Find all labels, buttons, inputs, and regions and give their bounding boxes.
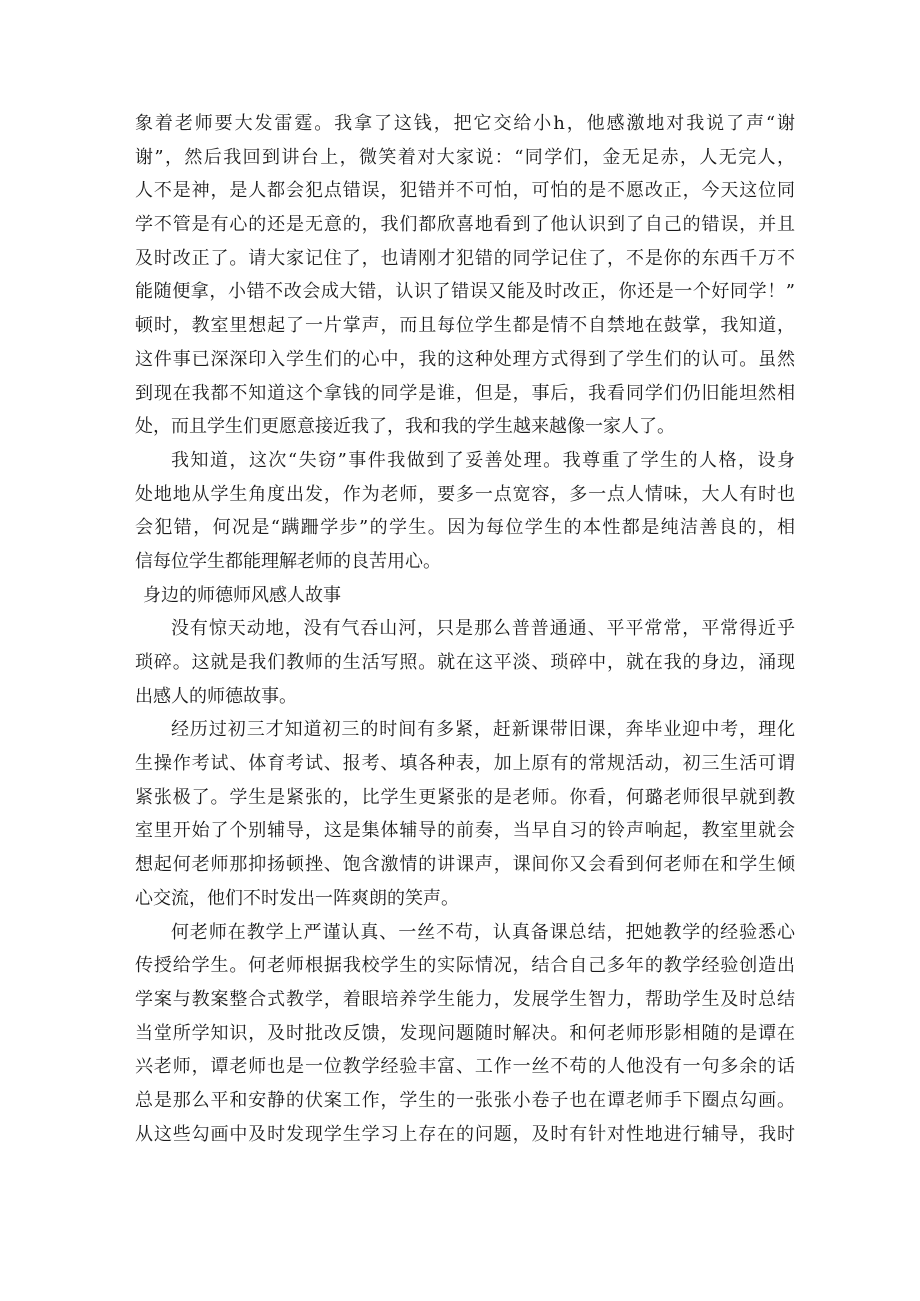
text-line: 处地地从学生角度出发，作为老师，要多一点宽容，多一点人情味，大人有时也 [135,483,795,505]
text-line: 紧张极了。学生是紧张的，比学生更紧张的是老师。你看，何璐老师很早就到教 [135,786,795,808]
text-line: 象着老师要大发雷霆。我拿了这钱，把它交给小h，他感激地对我说了声“谢 [135,113,795,134]
text-line: 从这些勾画中及时发现学生学习上存在的问题，及时有针对性地进行辅导，我时 [135,1123,795,1145]
text-line: 这件事已深深印入学生们的心中，我的这种处理方式得到了学生们的认可。虽然 [135,348,795,370]
document-body [135,107,795,1151]
text-line: 生操作考试、体育考试、报考、填各种表，加上原有的常规活动，初三生活可谓 [135,753,795,775]
text-line: 琐碎。这就是我们教师的生活写照。就在这平淡、琐碎中，就在我的身边，涌现 [135,652,795,673]
text-line: 没有惊天动地，没有气吞山河，只是那么普普通通、平平常常，平常得近乎 [171,618,795,640]
text-line: 何老师在教学上严谨认真、一丝不苟，认真备课总结，把她教学的经验悉心 [171,921,795,943]
text-line: 我知道，这次“失窃”事件我做到了妥善处理。我尊重了学生的人格，设身 [171,449,795,471]
text-line: 信每位学生都能理解老师的良苦用心。 [135,550,441,572]
text-line: 顿时，教室里想起了一片掌声，而且每位学生都是情不自禁地在鼓掌，我知道， [135,315,795,337]
text-line: 人不是神，是人都会犯点错误，犯错并不可怕，可怕的是不愿改正，今天这位同 [135,180,795,202]
text-line: 出感人的师德故事。 [135,685,297,707]
text-line: 兴老师，谭老师也是一位教学经验丰富、工作一丝不苟的人他没有一句多余的话 [135,1056,795,1078]
text-line: 学不管是有心的还是无意的，我们都欣喜地看到了他认识到了自己的错误，并且 [135,214,795,236]
text-line: 会犯错，何况是“蹒跚学步”的学生。因为每位学生的本性都是纯洁善良的，相 [135,517,795,539]
text-line: 及时改正了。请大家记住了，也请刚才犯错的同学记住了，不是你的东西千万不 [135,247,795,269]
text-line: 室里开始了个别辅导，这是集体辅导的前奏，当早自习的铃声响起，教室里就会 [135,820,795,842]
text-line: 能随便拿，小错不改会成大错，认识了错误又能及时改正，你还是一个好同学！” [135,281,795,303]
text-line: 处，而且学生们更愿意接近我了，我和我的学生越来越像一家人了。 [135,416,675,438]
text-line: 心交流，他们不时发出一阵爽朗的笑声。 [135,887,459,909]
text-line: 到现在我都不知道这个拿钱的同学是谁，但是，事后，我看同学们仍旧能坦然相 [135,382,795,404]
text-line: 当堂所学知识，及时批改反馈，发现问题随时解决。和何老师形影相随的是谭在 [135,1022,795,1044]
text-line: 传授给学生。何老师根据我校学生的实际情况，结合自己多年的教学经验创造出 [135,955,795,977]
text-line: 谢”，然后我回到讲台上，微笑着对大家说：“同学们，金无足赤，人无完人， [135,146,795,168]
section-heading: 身边的师德师风感人故事 [143,584,341,606]
text-line: 总是那么平和安静的伏案工作，学生的一张张小卷子也在谭老师手下圈点勾画。 [135,1089,795,1111]
text-line: 经历过初三才知道初三的时间有多紧，赶新课带旧课，奔毕业迎中考，理化 [171,719,795,741]
text-line: 学案与教案整合式教学，着眼培养学生能力，发展学生智力，帮助学生及时总结 [135,988,795,1010]
text-line: 想起何老师那抑扬顿挫、饱含激情的讲课声，课间你又会看到何老师在和学生倾 [135,854,795,876]
